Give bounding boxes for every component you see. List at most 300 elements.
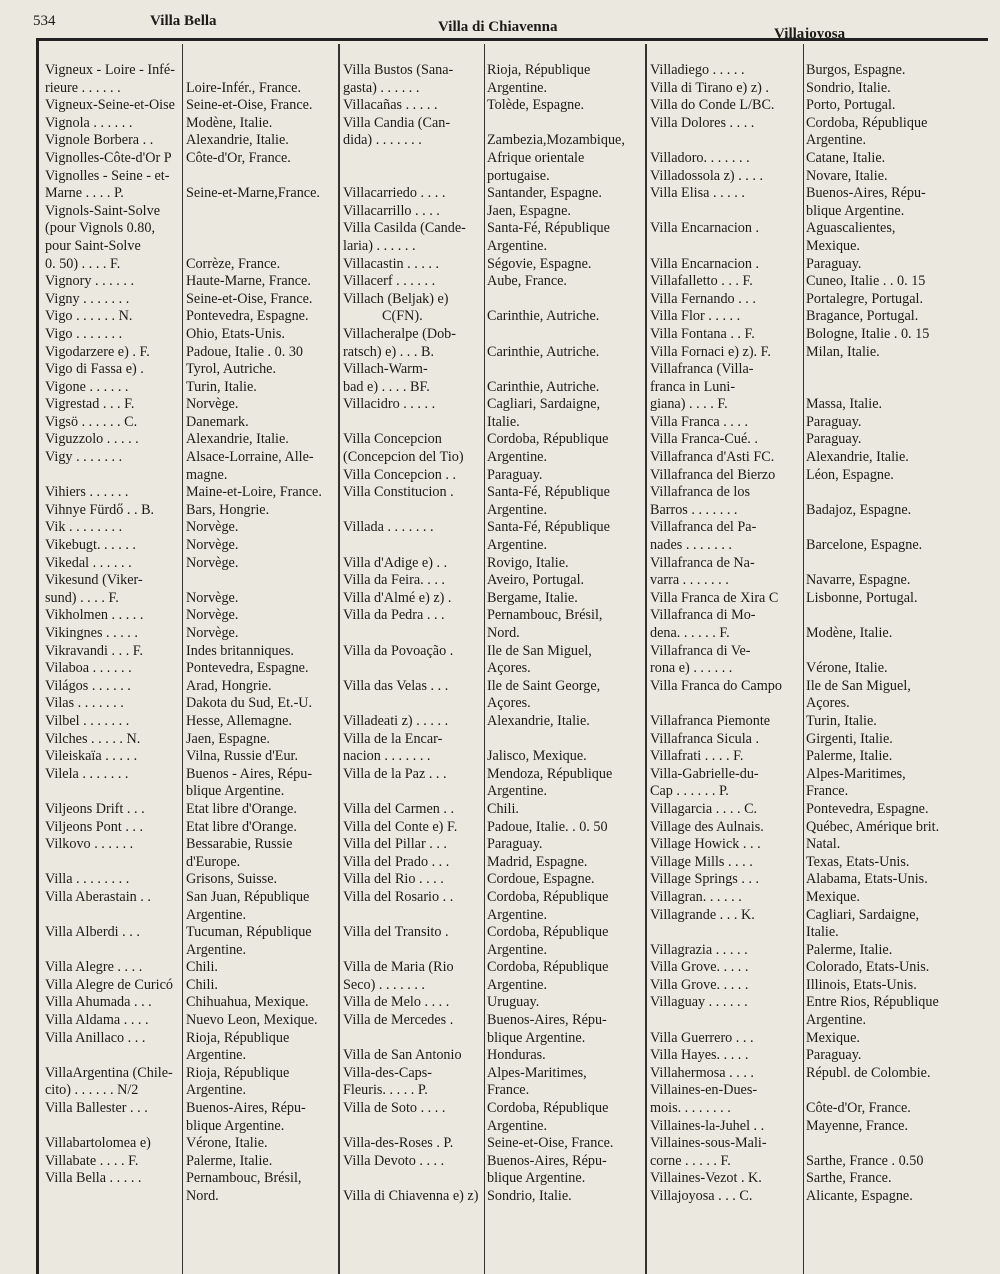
list-item xyxy=(650,801,950,819)
place-location: Buenos-Aires, Répu- xyxy=(806,185,926,202)
place-location xyxy=(483,115,645,133)
place-location: Argentine. xyxy=(487,501,548,518)
place-location: Bars, Hongrie. xyxy=(186,501,270,518)
place-location: Paraguay. xyxy=(806,431,862,448)
list-item xyxy=(45,62,333,80)
list-item xyxy=(343,695,645,713)
list-item xyxy=(343,590,645,608)
list-item xyxy=(650,115,950,133)
list-item xyxy=(343,308,645,326)
list-item xyxy=(650,977,950,995)
place-name: (pour Vignols 0.80, xyxy=(45,220,156,237)
place-location xyxy=(182,238,333,256)
list-item xyxy=(45,695,333,713)
list-item xyxy=(343,291,645,309)
place-location: Colorado, Etats-Unis. xyxy=(806,959,930,976)
list-item xyxy=(650,1047,950,1065)
list-item xyxy=(45,361,333,379)
place-location: Portalegre, Portugal. xyxy=(806,290,924,307)
list-item xyxy=(45,801,333,819)
list-item xyxy=(650,590,950,608)
place-location: Argentine. xyxy=(487,941,548,958)
list-item xyxy=(343,414,645,432)
list-item xyxy=(650,871,950,889)
place-location xyxy=(802,1082,950,1100)
place-name: Villa di Chiavenna e) z) xyxy=(343,1188,479,1204)
place-name: Vilkovo . . . . . . xyxy=(45,836,134,853)
place-name: Villafranca de los xyxy=(650,484,750,501)
list-item xyxy=(650,678,950,696)
place-name xyxy=(343,783,483,801)
place-name: Villa da Feira. . . . xyxy=(343,572,445,589)
place-name: Villafranca d'Asti FC. xyxy=(650,449,775,466)
place-location: Sarthe, France. xyxy=(806,1170,892,1187)
place-location: Alpes-Maritimes, xyxy=(487,1064,587,1081)
list-item xyxy=(45,273,333,291)
list-item xyxy=(343,801,645,819)
list-item xyxy=(45,1170,333,1188)
list-item xyxy=(650,766,950,784)
place-name: Világos . . . . . . xyxy=(45,677,131,694)
place-name: Villa de Maria (Rio xyxy=(343,959,454,976)
place-location: Girgenti, Italie. xyxy=(806,730,893,747)
list-item xyxy=(650,1118,950,1136)
place-location: Rovigo, Italie. xyxy=(487,554,569,571)
place-name: Villa Dolores . . . . xyxy=(650,114,755,131)
place-location: Jaen, Espagne. xyxy=(487,202,571,219)
list-item xyxy=(45,132,333,150)
place-location: Norvège. xyxy=(186,554,239,571)
place-name: laria) . . . . . . xyxy=(343,237,416,254)
list-item xyxy=(45,168,333,186)
place-name: Villa Constitucion . xyxy=(343,484,454,501)
list-item xyxy=(343,396,645,414)
place-name: Vikedal . . . . . . xyxy=(45,554,132,571)
place-name: Vihnye Fürdő . . B. xyxy=(45,501,155,518)
place-location: Bergame, Italie. xyxy=(487,589,578,606)
place-location: Mexique. xyxy=(806,1029,860,1046)
list-item xyxy=(650,1135,950,1153)
list-item xyxy=(650,889,950,907)
place-name xyxy=(45,1188,182,1206)
place-name: Villa del Conte e) F. xyxy=(343,818,458,835)
place-name: Villadoro. . . . . . . xyxy=(650,149,750,166)
place-location: Mexique. xyxy=(806,888,860,905)
place-location: Argentine. xyxy=(487,976,548,993)
place-location: Norvège. xyxy=(186,396,239,413)
place-location: Chili. xyxy=(186,959,218,976)
place-location: Jalisco, Mexique. xyxy=(487,748,587,765)
place-name: Villafrati . . . . F. xyxy=(650,748,744,765)
place-location: Maine-et-Loire, France. xyxy=(186,484,322,501)
place-location: Côte-d'Or, France. xyxy=(186,149,291,166)
place-name: Villadiego . . . . . xyxy=(650,62,745,78)
place-location xyxy=(802,643,950,661)
place-location: Natal. xyxy=(806,836,841,853)
list-item xyxy=(343,519,645,537)
place-name: Vihiers . . . . . . xyxy=(45,484,129,501)
place-location: Argentine. xyxy=(487,1117,548,1134)
place-name: Vikingnes . . . . . xyxy=(45,625,138,641)
place-name: cito) . . . . . . N/2 xyxy=(45,1082,139,1099)
list-item xyxy=(343,361,645,379)
place-name: Villadossola z) . . . . xyxy=(650,167,764,184)
list-item xyxy=(45,713,333,731)
place-location: Açores. xyxy=(487,660,531,677)
place-name: Villacarriedo . . . . xyxy=(343,185,446,202)
place-location: Argentine. xyxy=(487,906,548,923)
place-location: Seine-et-Oise, France. xyxy=(487,1135,614,1152)
list-item xyxy=(45,1065,333,1083)
list-item xyxy=(45,783,333,801)
place-name: Villa del Rio . . . . xyxy=(343,871,444,888)
place-name: Vigodarzere e) . F. xyxy=(45,343,150,360)
place-name: Villach-Warm- xyxy=(343,361,428,378)
list-item xyxy=(343,256,645,274)
place-name: Villacañas . . . . . xyxy=(343,97,438,114)
place-location: magne. xyxy=(186,466,228,483)
place-name: Villafranca de Na- xyxy=(650,554,755,571)
place-location: Cordoba, République xyxy=(806,114,928,131)
list-item xyxy=(343,1047,645,1065)
place-name: Villacidro . . . . . xyxy=(343,396,436,413)
list-item xyxy=(650,783,950,801)
place-location: France. xyxy=(487,1082,530,1099)
list-item xyxy=(343,220,645,238)
place-location: blique Argentine. xyxy=(806,202,905,219)
list-item xyxy=(343,1118,645,1136)
place-name: bad e) . . . . BF. xyxy=(343,378,430,395)
place-name: Vigneux - Loire - Infé- xyxy=(45,62,175,78)
place-location xyxy=(182,220,333,238)
place-location: Alexandrie, Italie. xyxy=(186,431,289,448)
place-name: Villaines-en-Dues- xyxy=(650,1082,758,1099)
place-name: dena. . . . . . F. xyxy=(650,625,730,641)
list-item xyxy=(343,678,645,696)
place-location: Novare, Italie. xyxy=(806,167,888,184)
place-location: Argentine. xyxy=(186,906,247,923)
list-item xyxy=(650,396,950,414)
place-location: Ile de Saint George, xyxy=(487,677,601,694)
place-name: Villa Concepcion . . xyxy=(343,466,457,483)
place-name: Villagarcia . . . . C. xyxy=(650,800,758,817)
place-name: Villa Bustos (Sana- xyxy=(343,62,454,78)
list-item xyxy=(650,379,950,397)
list-item xyxy=(45,431,333,449)
place-name xyxy=(343,502,483,520)
place-location xyxy=(483,291,645,309)
place-location: Paraguay. xyxy=(806,255,862,272)
place-location: Chili. xyxy=(186,976,218,993)
place-location: Norvège. xyxy=(186,589,239,606)
place-name: Villa-des-Roses . P. xyxy=(343,1135,454,1152)
place-name xyxy=(650,695,802,713)
place-location: Mayenne, France. xyxy=(806,1117,909,1134)
place-location: Barcelone, Espagne. xyxy=(806,537,923,554)
list-item xyxy=(45,924,333,942)
list-item xyxy=(650,449,950,467)
place-location: Léon, Espagne. xyxy=(806,466,894,483)
place-location xyxy=(483,326,645,344)
place-location: Arad, Hongrie. xyxy=(186,677,272,694)
place-location: Haute-Marne, France. xyxy=(186,273,311,290)
place-location: Argentine. xyxy=(186,1047,247,1064)
place-name: Villa Franca . . . . xyxy=(650,413,749,430)
place-location: Pontevedra, Espagne. xyxy=(806,800,929,817)
place-name: Villa Franca de Xira C xyxy=(650,589,779,606)
list-item xyxy=(343,994,645,1012)
place-name: Villadeati z) . . . . . xyxy=(343,712,449,729)
place-location: Grisons, Suisse. xyxy=(186,871,278,888)
list-item xyxy=(650,625,950,643)
place-name: Vigy . . . . . . . xyxy=(45,449,123,466)
list-item xyxy=(45,326,333,344)
gazetteer-column-2 xyxy=(343,62,645,1206)
place-location: Tolède, Espagne. xyxy=(487,97,585,114)
place-location: San Juan, République xyxy=(186,888,310,905)
place-location: Uruguay. xyxy=(487,994,540,1011)
place-location: Hesse, Allemagne. xyxy=(186,712,292,729)
place-name: Villa Flor . . . . . xyxy=(650,308,741,325)
place-location: Québec, Amérique brit. xyxy=(806,818,940,835)
list-item xyxy=(650,484,950,502)
place-name: corne . . . . . F. xyxy=(650,1152,731,1169)
list-item xyxy=(45,80,333,98)
list-item xyxy=(650,344,950,362)
place-name: Villa Candia (Can- xyxy=(343,114,451,131)
place-name xyxy=(343,168,483,186)
list-item xyxy=(343,132,645,150)
place-location: Argentine. xyxy=(487,783,548,800)
list-item xyxy=(343,783,645,801)
list-item xyxy=(343,1153,645,1171)
list-item xyxy=(343,467,645,485)
header-left-keyword: Villa Bella xyxy=(150,13,217,29)
list-item xyxy=(45,572,333,590)
place-name: Vileiskaïa . . . . . xyxy=(45,748,138,765)
list-item xyxy=(45,994,333,1012)
place-name: dida) . . . . . . . xyxy=(343,132,422,149)
place-name: Fleuris. . . . . P. xyxy=(343,1082,428,1099)
list-item xyxy=(650,361,950,379)
place-location: Vilna, Russie d'Eur. xyxy=(186,748,299,765)
place-name: Villa Encarnacion . xyxy=(650,255,760,272)
place-location: Alpes-Maritimes, xyxy=(806,765,906,782)
list-item xyxy=(45,1047,333,1065)
place-location: Nord. xyxy=(186,1188,219,1204)
place-name: Villada . . . . . . . xyxy=(343,519,434,536)
place-location: Santander, Espagne. xyxy=(487,185,602,202)
list-item xyxy=(650,431,950,449)
place-location: Modène, Italie. xyxy=(806,625,893,641)
place-location xyxy=(483,361,645,379)
place-location: Buenos-Aires, Répu- xyxy=(487,1152,607,1169)
place-name: Villa Concepcion xyxy=(343,431,442,448)
list-item xyxy=(343,731,645,749)
list-item xyxy=(45,731,333,749)
place-name: Villagran. . . . . . xyxy=(650,888,742,905)
list-item xyxy=(343,449,645,467)
place-location: Chihuahua, Mexique. xyxy=(186,994,309,1011)
list-item xyxy=(650,502,950,520)
list-item xyxy=(343,871,645,889)
list-item xyxy=(650,959,950,977)
place-name xyxy=(343,907,483,925)
place-name: Villa d'Adige e) . . xyxy=(343,554,448,571)
list-item xyxy=(45,256,333,274)
list-item xyxy=(343,537,645,555)
list-item xyxy=(343,959,645,977)
place-name: Vignolles-Côte-d'Or P xyxy=(45,149,172,166)
place-name xyxy=(343,414,483,432)
place-location: Santa-Fé, République xyxy=(487,220,610,237)
place-location: Açores. xyxy=(487,695,531,712)
place-location xyxy=(182,572,333,590)
place-location: Bragance, Portugal. xyxy=(806,308,919,325)
place-name: Villa-Gabrielle-du- xyxy=(650,765,759,782)
place-name xyxy=(45,942,182,960)
place-location: Alexandrie, Italie. xyxy=(186,132,289,149)
place-name: giana) . . . . F. xyxy=(650,396,728,413)
place-name: Vignola . . . . . . xyxy=(45,114,133,131)
place-location: Santa-Fé, République xyxy=(487,519,610,536)
place-location: Madrid, Espagne. xyxy=(487,853,588,870)
place-name: Villa Alegre de Curicó xyxy=(45,976,173,993)
list-item xyxy=(650,80,950,98)
place-location: Seine-et-Oise, France. xyxy=(186,97,313,114)
list-item xyxy=(343,942,645,960)
place-name: Vik . . . . . . . . xyxy=(45,519,123,536)
list-item xyxy=(45,396,333,414)
list-item xyxy=(650,1082,950,1100)
place-location: Carinthie, Autriche. xyxy=(487,378,600,395)
place-location: Argentine. xyxy=(487,237,548,254)
place-name: Villa d'Almé e) z) . xyxy=(343,589,452,606)
place-name: Villafranca Sicula . xyxy=(650,730,760,747)
place-location: Pontevedra, Espagne. xyxy=(186,308,309,325)
place-location: Mexique. xyxy=(806,237,860,254)
place-name: Village des Aulnais. xyxy=(650,818,764,835)
place-name: Villa do Conde L/BC. xyxy=(650,97,775,114)
place-location: Sondrio, Italie. xyxy=(487,1188,572,1204)
place-name: Vigneux-Seine-et-Oise xyxy=(45,97,175,114)
list-item xyxy=(343,643,645,661)
place-location: Italie. xyxy=(806,924,839,941)
place-location: Buenos-Aires, Répu- xyxy=(487,1012,607,1029)
place-location: Républ. de Colombie. xyxy=(806,1064,931,1081)
place-name: Villa del Transito . xyxy=(343,924,449,941)
place-name: Villa . . . . . . . . xyxy=(45,871,130,888)
list-item xyxy=(650,643,950,661)
list-item xyxy=(650,414,950,432)
place-name: Villa del Rosario . . xyxy=(343,888,454,905)
list-item xyxy=(45,379,333,397)
place-location: Argentine. xyxy=(806,1012,867,1029)
place-location: Pernambouc, Brésil, xyxy=(487,607,603,624)
place-location: Mendoza, République xyxy=(487,765,613,782)
list-item xyxy=(650,1100,950,1118)
place-name: Vikravandi . . . F. xyxy=(45,642,144,659)
place-location: Cordoue, Espagne. xyxy=(487,871,595,888)
list-item xyxy=(45,625,333,643)
place-location: blique Argentine. xyxy=(186,783,285,800)
place-name: Vigo . . . . . . N. xyxy=(45,308,133,325)
place-location: Cuneo, Italie . . 0. 15 xyxy=(806,273,926,290)
place-name: Vikholmen . . . . . xyxy=(45,607,144,624)
place-name: Villa-des-Caps- xyxy=(343,1064,432,1081)
list-item xyxy=(45,643,333,661)
list-item xyxy=(45,1118,333,1136)
place-location: Palerme, Italie. xyxy=(186,1152,273,1169)
place-location: Paraguay. xyxy=(806,1047,862,1064)
list-item xyxy=(343,907,645,925)
place-name: Vignols-Saint-Solve xyxy=(45,202,161,219)
place-location: Chili. xyxy=(487,800,519,817)
place-location: Danemark. xyxy=(186,413,249,430)
place-location xyxy=(483,731,645,749)
place-location: Carinthie, Autriche. xyxy=(487,343,600,360)
place-name: Vilbel . . . . . . . xyxy=(45,712,130,729)
place-name xyxy=(45,854,182,872)
list-item xyxy=(45,238,333,256)
place-name: Villa Aberastain . . xyxy=(45,888,151,905)
place-name: 0. 50) . . . . F. xyxy=(45,255,121,272)
list-item xyxy=(343,484,645,502)
list-item xyxy=(45,1012,333,1030)
place-name: mois. . . . . . . . xyxy=(650,1100,731,1117)
place-name: rieure . . . . . . xyxy=(45,79,121,96)
place-location: Ile de San Miguel, xyxy=(487,642,592,659)
page-header xyxy=(0,0,1000,42)
list-item xyxy=(343,607,645,625)
place-location: Loire-Infér., France. xyxy=(186,79,302,96)
place-location: Rioja, République xyxy=(186,1029,290,1046)
place-location: Pernambouc, Brésil, xyxy=(186,1170,302,1187)
place-name xyxy=(343,625,483,643)
place-name: Villagrande . . . K. xyxy=(650,906,755,923)
list-item xyxy=(650,924,950,942)
place-location: Côte-d'Or, France. xyxy=(806,1100,911,1117)
place-name xyxy=(45,467,182,485)
place-name: Villa Alegre . . . . xyxy=(45,959,143,976)
place-name: Villafranca Piemonte xyxy=(650,712,771,729)
list-item xyxy=(343,185,645,203)
list-item xyxy=(343,431,645,449)
place-name: Villacarrillo . . . . xyxy=(343,202,440,219)
column-divider xyxy=(338,44,340,1274)
place-location: Alabama, Etats-Unis. xyxy=(806,871,928,888)
place-name: C(FN). xyxy=(343,308,423,325)
place-name: Villa Ahumada . . . xyxy=(45,994,152,1011)
place-location xyxy=(802,555,950,573)
list-item xyxy=(650,1065,950,1083)
place-name: Vigrestad . . . F. xyxy=(45,396,135,413)
list-item xyxy=(45,748,333,766)
place-name: Villa Bella . . . . . xyxy=(45,1170,142,1187)
place-location: Milan, Italie. xyxy=(806,343,880,360)
place-location: Nuevo Leon, Mexique. xyxy=(186,1012,318,1029)
place-location: France. xyxy=(806,783,849,800)
place-location: Palerme, Italie. xyxy=(806,941,893,958)
place-location: Navarre, Espagne. xyxy=(806,572,911,589)
place-location: Cordoba, République xyxy=(487,1100,609,1117)
place-name xyxy=(343,1118,483,1136)
header-center-keyword: Villa di Chiavenna xyxy=(438,19,558,35)
place-location: Afrique orientale xyxy=(487,149,585,166)
place-location: Honduras. xyxy=(487,1047,546,1064)
list-item xyxy=(343,572,645,590)
place-name: Viljeons Pont . . . xyxy=(45,818,144,835)
